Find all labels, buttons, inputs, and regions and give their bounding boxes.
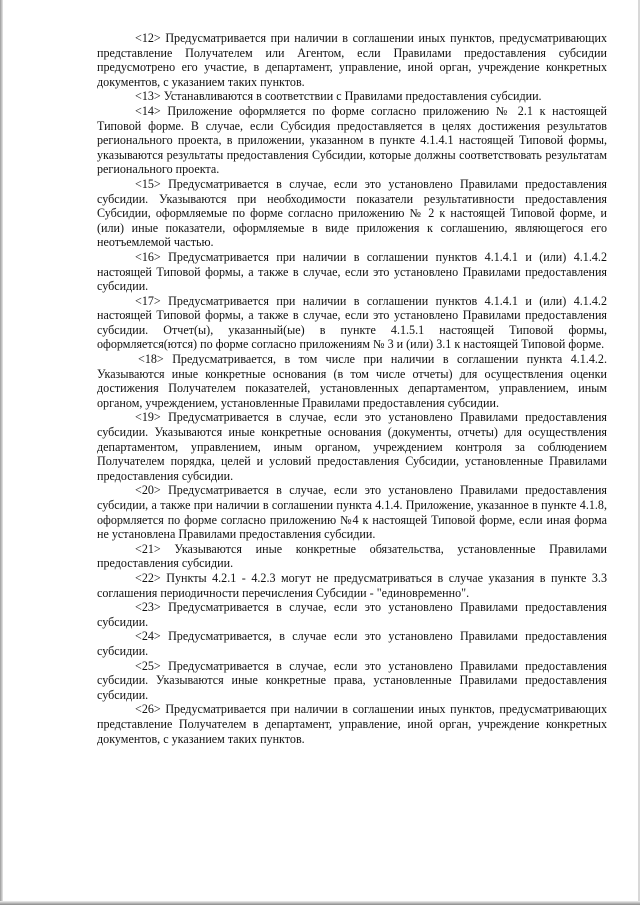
footnote-21: <21> Указываются иные конкретные обязательства, установленные Правилами предоставления субсидии. xyxy=(97,541,607,571)
footnote-13: <13> Устанавливаются в соответствии с Правилами предоставления субсидии. xyxy=(135,89,542,104)
footnote-26: <26> Предусматривается при наличии в соглашении иных пунктов, предусматривающих представление Получателем в департамент, управление, иной орган, учреждение конкретных документов, с указанием таких пунктов. xyxy=(97,702,607,746)
scan-edge-bottom xyxy=(0,901,640,905)
footnote-22: <22> Пункты 4.2.1 - 4.2.3 могут не предусматриваться в случае указания в пункте 3.3 соглашения периодичности перечисления Субсидии - "единовременно". xyxy=(97,570,607,600)
footnote-16: <16> Предусматривается при наличии в соглашении пунктов 4.1.4.1 и (или) 4.1.4.2 настоящей Типовой формы, а также в случае, если это установлено Правилами предоставления субсидии. xyxy=(97,249,607,294)
footnote-12: <12> Предусматривается при наличии в соглашении иных пунктов, предусматривающих представление Получателем или Агентом, если Правилами предоставления субсидии предусмотрено его участие, в департамент, управление, иной орган, учреждение конкретных документов, с указанием таких пунктов. xyxy=(97,31,607,89)
footnote-24: <24> Предусматривается, в случае если это установлено Правилами предоставления субсидии. xyxy=(97,629,607,658)
footnote-17: <17> Предусматривается при наличии в соглашении пунктов 4.1.4.1 и (или) 4.1.4.2 настоящей Типовой формы, а также в случае, если это установлено Правилами предоставления субсидии. Отчет(ы), указанный(ые) в пункте 4.1.5.1 настоящей Типовой формы, оформляется(ются) по форме согласно приложениям № 3 и (или) 3.1 к настоящей Типовой форме. xyxy=(97,293,607,352)
footnote-18: <18> Предусматривается, в том числе при наличии в соглашении пункта 4.1.4.2. Указываются иные конкретные основания (в том числе отчеты) для осуществления оценки достижения Получателем показателей, установленных департаментом, управлением, иным органом, учреждением, установленные Правилами предоставления субсидии. xyxy=(97,352,607,410)
footnote-19: <19> Предусматривается в случае, если это установлено Правилами предоставления субсидии. Указываются иные конкретные основания (документы, отчеты) для осуществления департаментом, управлением, иным органом, учреждением контроля за соблюдением Получателем порядка, целей и условий предоставления Субсидии, установленные Правилами предоставления субсидии. xyxy=(97,410,607,483)
scan-edge-left xyxy=(0,0,3,905)
footnote-25: <25> Предусматривается в случае, если это установлено Правилами предоставления субсидии. Указываются иные конкретные права, установленные Правилами предоставления субсидии. xyxy=(97,658,607,702)
document-page xyxy=(97,31,607,746)
footnote-20: <20> Предусматривается в случае, если это установлено Правилами предоставления субсидии, а также при наличии в соглашении пункта 4.1.4. Приложение, указанное в пункте 4.1.8, оформляется по форме согласно приложению №4 к настоящей Типовой форме, если иная форма не установлена Правилами предоставления субсидии. xyxy=(97,483,607,542)
footnote-23: <23> Предусматривается в случае, если это установлено Правилами предоставления субсидии. xyxy=(97,600,607,629)
footnote-15: <15> Предусматривается в случае, если это установлено Правилами предоставления субсидии. Указываются при необходимости показатели результативности предоставления Субсидии, оформляемые по форме согласно приложению № 2 к настоящей Типовой форме, и (или) иные показатели, оформляемые в виде приложения к соглашению, являющегося его неотъемлемой частью. xyxy=(97,176,607,250)
footnote-14: <14> Приложение оформляется по форме согласно приложению № 2.1 к настоящей Типовой форме. В случае, если Субсидия предоставляется в целях достижения результатов регионального проекта, в приложении, указанном в пункте 4.1.4.1 настоящей Типовой формы, указываются результаты предоставления Субсидии, которые должны соответствовать результатам регионального проекта. xyxy=(97,103,607,177)
